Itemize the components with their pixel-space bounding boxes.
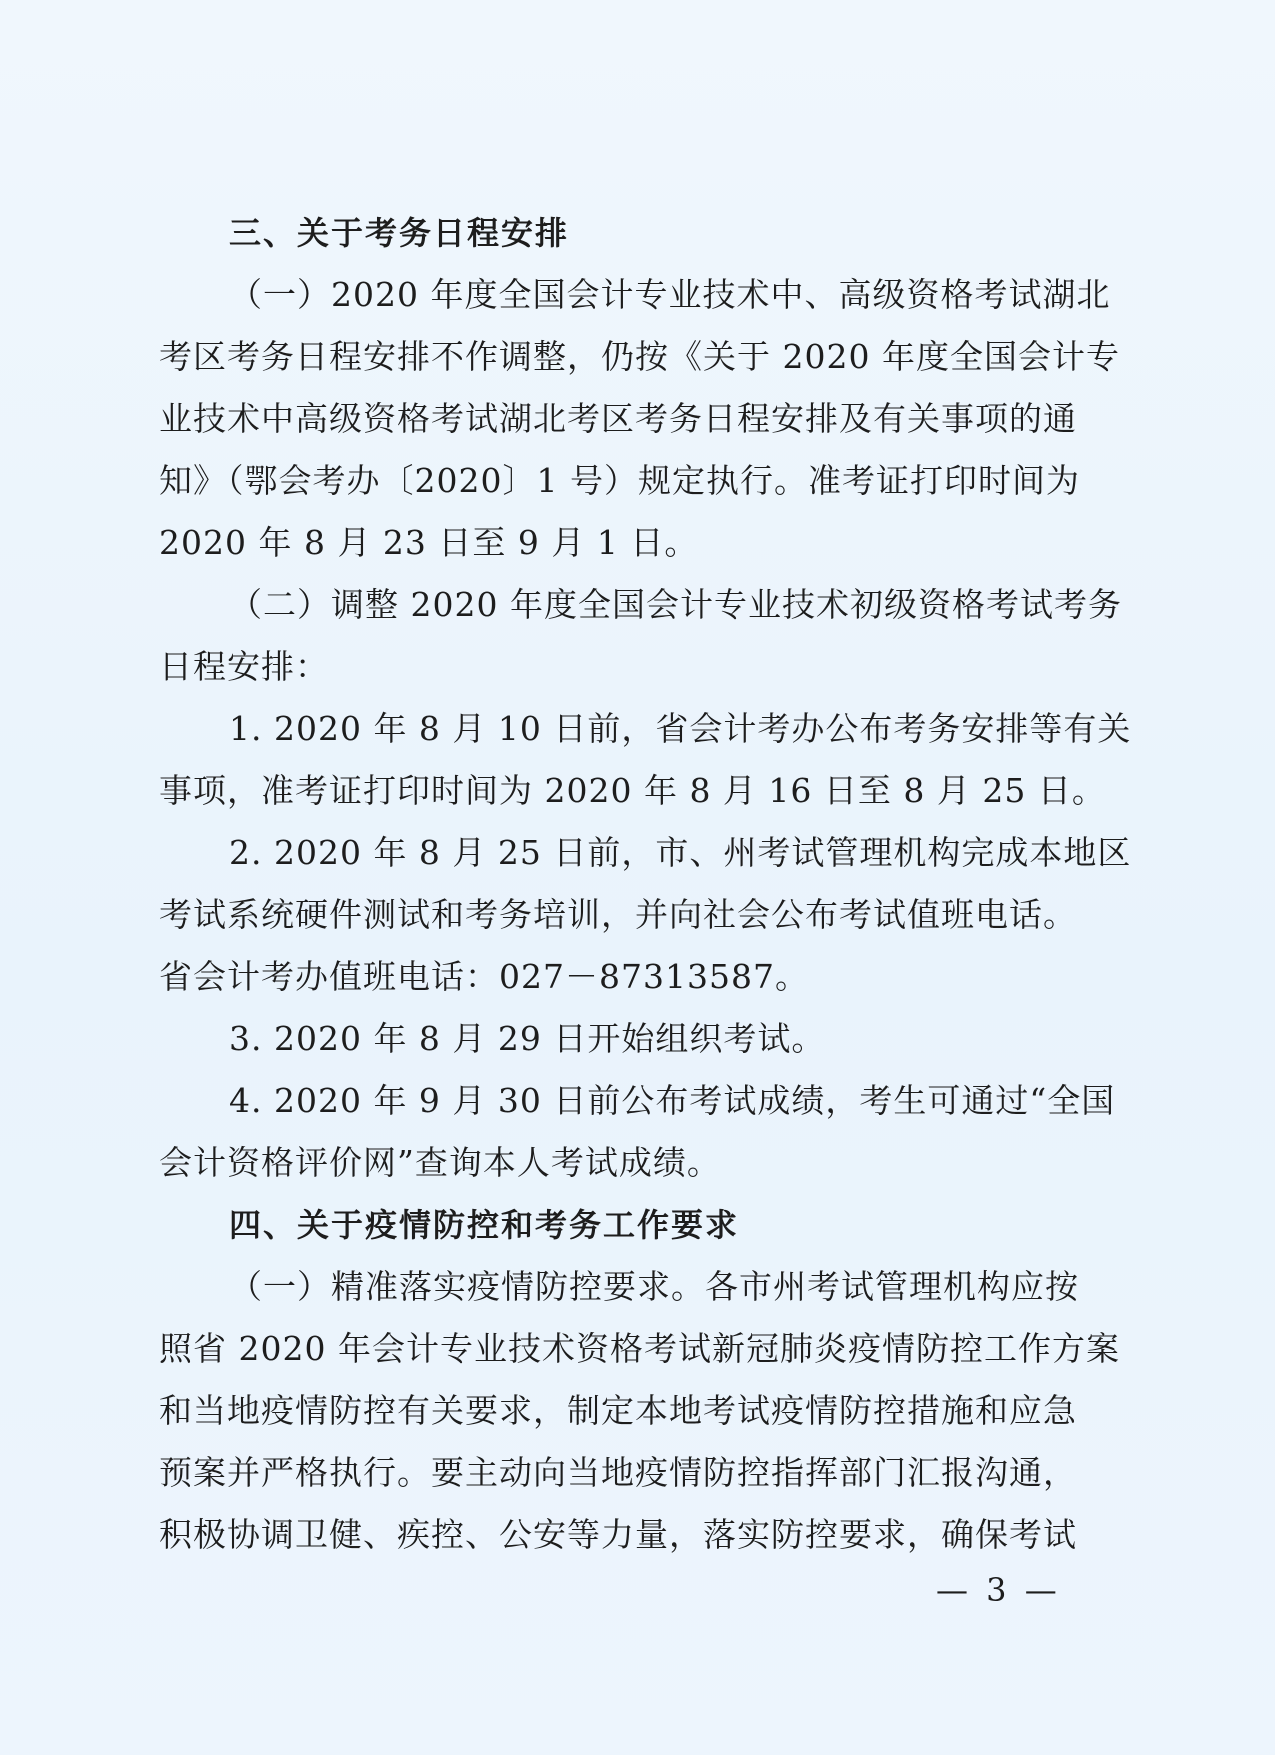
list-item-line: 1. 2020 年 8 月 10 日前，省会计考办公布考务安排等有关 bbox=[229, 709, 1132, 748]
paragraph-line: （一）精准落实疫情防控要求。各市州考试管理机构应按 bbox=[229, 1267, 1079, 1306]
list-item-line: 省会计考办值班电话：027－87313587。 bbox=[159, 957, 809, 996]
list-item-line: 事项，准考证打印时间为 2020 年 8 月 16 日至 8 月 25 日。 bbox=[159, 771, 1106, 810]
paragraph-line: 考区考务日程安排不作调整，仍按《关于 2020 年度全国会计专 bbox=[159, 337, 1120, 376]
paragraph-line: （一）2020 年度全国会计专业技术中、高级资格考试湖北 bbox=[229, 275, 1111, 314]
list-item-line: 考试系统硬件测试和考务培训，并向社会公布考试值班电话。 bbox=[159, 895, 1077, 934]
list-item-line: 3. 2020 年 8 月 29 日开始组织考试。 bbox=[229, 1019, 826, 1058]
paragraph-line: 日程安排： bbox=[159, 647, 329, 686]
paragraph-line: 照省 2020 年会计专业技术资格考试新冠肺炎疫情防控工作方案 bbox=[159, 1329, 1120, 1368]
page-number: — 3 — bbox=[936, 1571, 1061, 1609]
paragraph-line: 和当地疫情防控有关要求，制定本地考试疫情防控措施和应急 bbox=[159, 1391, 1077, 1430]
paragraph-line: 预案并严格执行。要主动向当地疫情防控指挥部门汇报沟通， bbox=[159, 1453, 1077, 1492]
list-item-line: 4. 2020 年 9 月 30 日前公布考试成绩，考生可通过“全国 bbox=[229, 1081, 1116, 1120]
paragraph-line: 2020 年 8 月 23 日至 9 月 1 日。 bbox=[159, 523, 699, 562]
paragraph-line: 积极协调卫健、疾控、公安等力量，落实防控要求，确保考试 bbox=[159, 1515, 1077, 1554]
paragraph-line: 业技术中高级资格考试湖北考区考务日程安排及有关事项的通 bbox=[159, 399, 1077, 438]
paragraph-line: （二）调整 2020 年度全国会计专业技术初级资格考试考务 bbox=[229, 585, 1122, 624]
section-heading-3: 三、关于考务日程安排 bbox=[229, 214, 570, 252]
list-item-line: 会计资格评价网”查询本人考试成绩。 bbox=[159, 1143, 721, 1182]
list-item-line: 2. 2020 年 8 月 25 日前，市、州考试管理机构完成本地区 bbox=[229, 833, 1132, 872]
section-heading-4: 四、关于疫情防控和考务工作要求 bbox=[229, 1206, 740, 1244]
paragraph-line: 知》（鄂会考办〔2020〕1 号）规定执行。准考证打印时间为 bbox=[159, 461, 1080, 500]
